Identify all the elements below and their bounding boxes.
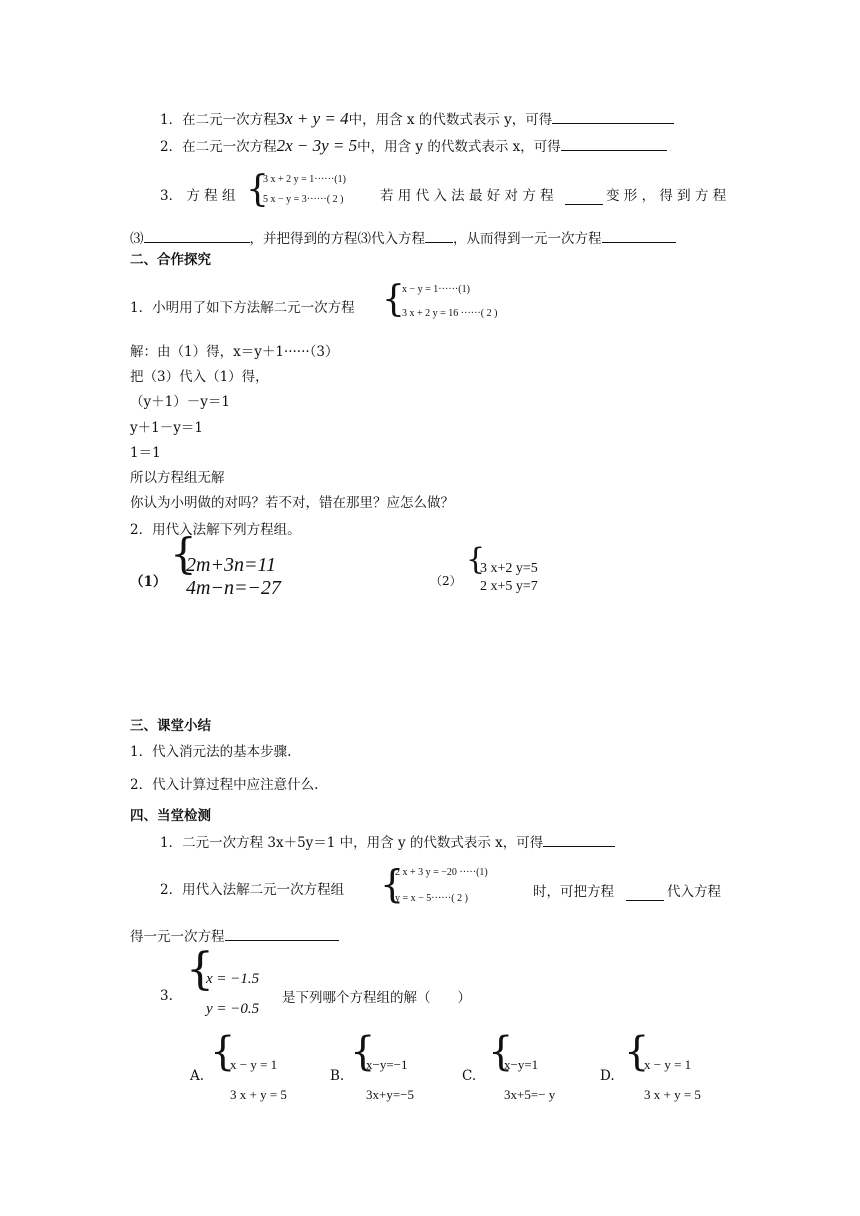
q3-eq2: 5 x − y = 3······( 2 ) xyxy=(263,194,344,205)
check-question-3 xyxy=(160,944,560,1024)
cq2-blank-2[interactable] xyxy=(225,926,339,941)
sys2-eq2: 2 x+5 y=7 xyxy=(480,579,538,594)
section-4-heading: 四、当堂检测 xyxy=(130,808,211,824)
option-b[interactable] xyxy=(330,1029,450,1106)
cq3-text: 是下列哪个方程组的解（ ） xyxy=(282,990,471,1006)
check-question-1 xyxy=(160,832,615,853)
option-eq2: 3 x + y = 5 xyxy=(644,1087,701,1102)
q2-suffix: 中，用含 y 的代数式表示 x，可得 xyxy=(357,139,561,155)
left-brace: { xyxy=(488,1029,514,1075)
option-eq2: 3x+5=− y xyxy=(504,1087,556,1102)
q1-answer-blank[interactable] xyxy=(552,109,674,124)
solution-line: （y＋1）－y＝1 xyxy=(130,394,230,410)
p1-system xyxy=(382,276,542,324)
q1-suffix: 中，用含 x 的代数式表示 y，可得 xyxy=(348,112,553,128)
cq2-eq1: 2 x + 3 y = −20 ·····(1) xyxy=(395,867,488,878)
q3-eq1: 3 x + 2 y = 1······(1) xyxy=(263,174,346,185)
cq2-text-a: 时，可把方程 xyxy=(533,884,614,900)
sys2-eq1: 3 x+2 y=5 xyxy=(480,561,538,576)
option-eq1: x − y = 1 xyxy=(644,1057,692,1072)
exercise-system-2 xyxy=(430,542,630,600)
q1-prefix: 1．在二元一次方程 xyxy=(160,112,277,128)
cq1-answer-blank[interactable] xyxy=(543,832,615,847)
sys2-label: （2） xyxy=(430,574,462,588)
p1-eq2: 3 x + 2 y = 16 ······( 2 ) xyxy=(402,308,498,319)
q3-blank-1[interactable] xyxy=(565,190,603,205)
option-eq2: 3x+y=−5 xyxy=(366,1087,414,1102)
q3-line2-b: ，并把得到的方程⑶代入方程 xyxy=(249,231,425,247)
sys1-label: （1） xyxy=(130,574,167,590)
left-brace: { xyxy=(382,279,405,320)
solution-line: 你认为小明做的对吗？若不对，错在那里？应怎么做？ xyxy=(130,495,454,511)
section-2-heading: 二、合作探究 xyxy=(130,252,211,268)
q3-prefix: 3． 方 程 组 xyxy=(160,188,236,204)
q2-prefix: 2．在二元一次方程 xyxy=(160,139,277,155)
question-1 xyxy=(160,109,674,130)
cq2-blank-1[interactable] xyxy=(626,886,664,901)
option-eq1: x−y=1 xyxy=(504,1057,539,1072)
cq3-prefix: 3. xyxy=(160,988,173,1004)
question-2 xyxy=(160,136,667,157)
solution-line: 1＝1 xyxy=(130,445,161,461)
p1-prefix: 1．小明用了如下方法解二元一次方程 xyxy=(130,300,355,316)
left-brace: { xyxy=(246,169,269,210)
q3-line2-c: ，从而得到一元一次方程 xyxy=(453,231,602,247)
option-eq1: x−y=−1 xyxy=(366,1057,408,1072)
summary-item: 2．代入计算过程中应注意什么. xyxy=(130,777,319,793)
left-brace: { xyxy=(466,542,486,577)
solution-line: 解：由（1）得，x＝y＋1······（3） xyxy=(130,344,339,360)
cq2-prefix: 2．用代入法解二元一次方程组 xyxy=(160,882,345,898)
cq2-eq2: y = x − 5······( 2 ) xyxy=(395,893,468,904)
q3-blank-4[interactable] xyxy=(602,228,676,243)
section-3-heading: 三、课堂小结 xyxy=(130,718,211,734)
q3-blank-3[interactable] xyxy=(425,228,453,243)
solution-line: 2．用代入法解下列方程组。 xyxy=(130,522,301,538)
left-brace: { xyxy=(186,944,214,995)
solution-line: y＋1－y＝1 xyxy=(130,420,203,436)
option-label: C. xyxy=(462,1068,477,1084)
option-a[interactable] xyxy=(190,1029,320,1106)
cq2-line2: 得一元一次方程 xyxy=(130,929,225,945)
sys1-eq2: 4m−n=−27 xyxy=(186,577,281,599)
q3-text-b: 变 形 ， 得 到 方 程 xyxy=(606,188,727,204)
q3-line2-a: ⑶ xyxy=(130,231,144,247)
sys1-eq1: 2m+3n=11 xyxy=(186,554,276,576)
option-label: A. xyxy=(190,1068,205,1084)
check-question-2-line2 xyxy=(130,926,339,947)
cq2-system xyxy=(380,858,520,910)
left-brace: { xyxy=(210,1029,236,1075)
option-c[interactable] xyxy=(462,1029,582,1106)
left-brace: { xyxy=(350,1029,376,1075)
option-label: B. xyxy=(330,1068,345,1084)
q2-equation: 2x − 3y = 5 xyxy=(276,136,358,155)
option-eq2: 3 x + y = 5 xyxy=(230,1087,287,1102)
p1-eq1: x − y = 1······(1) xyxy=(402,284,470,295)
cq2-text-b: 代入方程 xyxy=(667,884,721,900)
q3-text-a: 若 用 代 入 法 最 好 对 方 程 xyxy=(380,188,554,204)
left-brace: { xyxy=(170,529,197,578)
option-eq1: x − y = 1 xyxy=(230,1057,278,1072)
q3-blank-2[interactable] xyxy=(144,228,250,243)
left-brace: { xyxy=(380,862,405,906)
q1-equation: 3x + y = 4 xyxy=(276,109,349,128)
cq1-text: 1．二元一次方程 3x＋5y＝1 中，用含 y 的代数式表示 x，可得 xyxy=(160,835,544,851)
q3-system xyxy=(246,170,366,210)
question-3-line2 xyxy=(130,228,676,249)
summary-item: 1．代入消元法的基本步骤. xyxy=(130,744,292,760)
solution-line: 所以方程组无解 xyxy=(130,470,225,486)
cq3-eq2: y = −0.5 xyxy=(206,1001,260,1017)
q2-answer-blank[interactable] xyxy=(561,136,667,151)
cq3-eq1: x = −1.5 xyxy=(206,971,260,987)
option-d[interactable] xyxy=(600,1029,730,1106)
option-label: D. xyxy=(600,1068,615,1084)
left-brace: { xyxy=(624,1029,650,1075)
solution-line: 把（3）代入（1）得， xyxy=(130,369,269,385)
